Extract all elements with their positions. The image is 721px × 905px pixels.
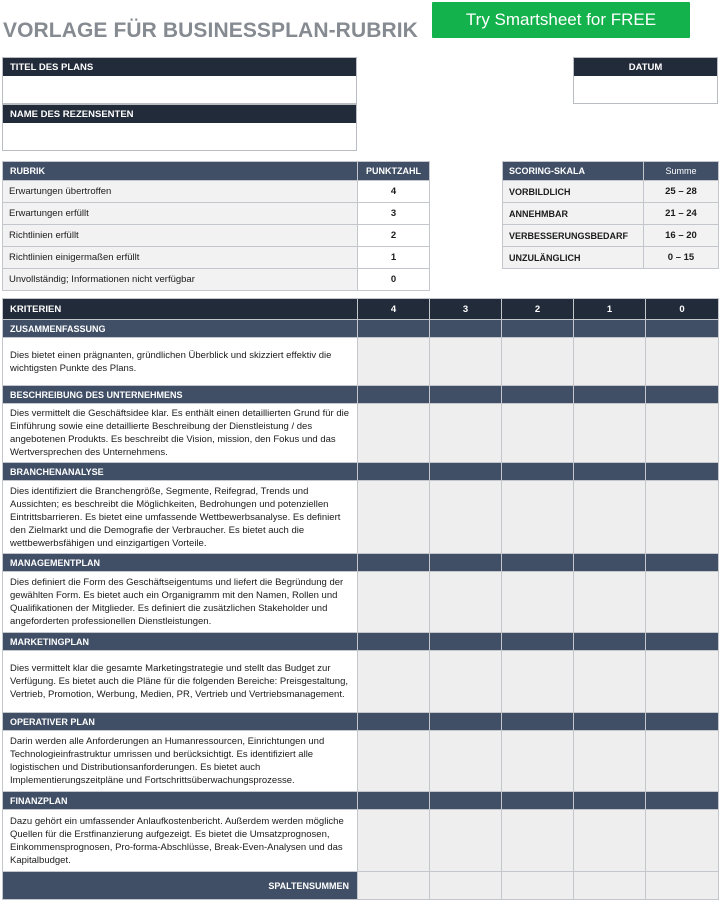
scale-header-label: SCORING-SKALA (503, 162, 644, 181)
plan-title-input[interactable] (3, 76, 356, 103)
date-label: DATUM (574, 58, 717, 76)
plan-title-field (2, 57, 357, 104)
rubric-row (3, 269, 430, 291)
reviewer-input[interactable] (3, 123, 356, 150)
score-cell[interactable] (430, 731, 502, 792)
score-cell[interactable] (430, 810, 502, 872)
score-cell[interactable] (502, 481, 574, 554)
column-total-cell[interactable] (574, 872, 646, 900)
rubric-row-points: 2 (358, 225, 430, 247)
score-cell[interactable] (646, 572, 719, 633)
column-total-cell[interactable] (430, 872, 502, 900)
scale-row (503, 247, 719, 269)
date-field (573, 57, 718, 104)
section-title: FINANZPLAN (3, 792, 358, 810)
scale-row-range: 0 – 15 (644, 247, 719, 269)
section-title: MANAGEMENTPLAN (3, 554, 358, 572)
rubric-row-label: Unvollständig; Informationen nicht verfügbar (3, 269, 358, 291)
scale-row (503, 225, 719, 247)
section-header (3, 320, 719, 338)
column-totals-row (3, 872, 719, 900)
rubric-table (2, 161, 430, 291)
score-cell[interactable] (574, 338, 646, 386)
rubric-row-label: Erwartungen erfüllt (3, 203, 358, 225)
scale-row-label: UNZULÄNGLICH (503, 247, 644, 269)
section-header (3, 792, 719, 810)
score-cell[interactable] (646, 338, 719, 386)
score-cell[interactable] (646, 731, 719, 792)
column-total-cell[interactable] (358, 872, 430, 900)
criteria-table (2, 298, 719, 900)
rubric-row (3, 203, 430, 225)
rubric-row (3, 247, 430, 269)
score-cell[interactable] (430, 572, 502, 633)
section-header (3, 463, 719, 481)
score-cell[interactable] (646, 481, 719, 554)
rubric-row-points: 1 (358, 247, 430, 269)
score-cell[interactable] (502, 572, 574, 633)
score-cell[interactable] (430, 338, 502, 386)
section-header (3, 633, 719, 651)
score-cell[interactable] (358, 572, 430, 633)
section-description: Dies identifiziert die Branchengröße, Segmente, Reifegrad, Trends und Aussichten; es beschreibt die Möglichkeiten, Bedrohungen und potenziellen Eintrittsbarrieren. Es bietet eine umfassende Wettbewerbsanalyse. Es definiert den Zielmarkt und die Demografie der Verbraucher. Es bietet auch die wettbewerbsfähigen und einzigartigen Vorteile. (3, 481, 358, 554)
column-total-cell[interactable] (502, 872, 574, 900)
score-cell[interactable] (574, 481, 646, 554)
scale-row-label: VERBESSERUNGSBEDARF (503, 225, 644, 247)
section-title: OPERATIVER PLAN (3, 713, 358, 731)
score-cell[interactable] (574, 572, 646, 633)
criteria-header-label: KRITERIEN (3, 299, 358, 320)
score-cell[interactable] (502, 404, 574, 463)
section-header (3, 713, 719, 731)
scale-row-range: 21 – 24 (644, 203, 719, 225)
plan-title-label: TITEL DES PLANS (3, 58, 356, 76)
criteria-column-3: 3 (430, 299, 502, 320)
section-row (3, 338, 719, 386)
scale-row (503, 181, 719, 203)
section-title: BRANCHENANALYSE (3, 463, 358, 481)
section-description: Darin werden alle Anforderungen an Humanressourcen, Einrichtungen und Technologieinfrastruktur umrissen und berücksichtigt. Es identifiziert alle logistischen und Distributionsanforderungen. Es bietet auch Implementierungszeitpläne und Fortschrittsüberwachungsprozesse. (3, 731, 358, 792)
score-cell[interactable] (574, 651, 646, 713)
scale-row (503, 203, 719, 225)
reviewer-label: NAME DES REZENSENTEN (3, 105, 356, 123)
criteria-column-2: 2 (502, 299, 574, 320)
scoring-scale-table (502, 161, 719, 269)
date-input[interactable] (574, 76, 717, 103)
section-header (3, 554, 719, 572)
score-cell[interactable] (502, 651, 574, 713)
section-title: MARKETINGPLAN (3, 633, 358, 651)
score-cell[interactable] (646, 404, 719, 463)
try-smartsheet-button[interactable]: Try Smartsheet for FREE (432, 2, 690, 38)
score-cell[interactable] (430, 481, 502, 554)
scale-row-label: ANNEHMBAR (503, 203, 644, 225)
score-cell[interactable] (502, 731, 574, 792)
rubric-row (3, 225, 430, 247)
section-description: Dies definiert die Form des Geschäftseigentums und liefert die Begründung der gewählten Form. Es bietet auch ein Organigramm mit den Namen, Rollen und Qualifikationen der Mitglieder. Es definiert die zusätzlichen Stakeholder und angeforderten professionellen Dienstleistungen. (3, 572, 358, 633)
score-cell[interactable] (430, 404, 502, 463)
column-total-cell[interactable] (646, 872, 719, 900)
score-cell[interactable] (574, 731, 646, 792)
criteria-column-0: 0 (646, 299, 719, 320)
scale-row-range: 16 – 20 (644, 225, 719, 247)
section-row (3, 651, 719, 713)
rubric-header-points: PUNKTZAHL (358, 162, 430, 181)
section-row (3, 731, 719, 792)
score-cell[interactable] (646, 651, 719, 713)
rubric-row-points: 3 (358, 203, 430, 225)
score-cell[interactable] (358, 481, 430, 554)
criteria-column-1: 1 (574, 299, 646, 320)
rubric-row-label: Richtlinien einigermaßen erfüllt (3, 247, 358, 269)
scale-row-range: 25 – 28 (644, 181, 719, 203)
score-cell[interactable] (646, 810, 719, 872)
score-cell[interactable] (358, 810, 430, 872)
section-description: Dies bietet einen prägnanten, gründlichen Überblick und skizziert effektiv die wichtigsten Punkte des Plans. (3, 338, 358, 386)
score-cell[interactable] (358, 404, 430, 463)
score-cell[interactable] (574, 810, 646, 872)
section-title: BESCHREIBUNG DES UNTERNEHMENS (3, 386, 358, 404)
scale-header-sum: Summe (644, 162, 719, 181)
rubric-row-points: 4 (358, 181, 430, 203)
column-totals-label: SPALTENSUMMEN (3, 872, 358, 900)
rubric-row (3, 181, 430, 203)
page-title: VORLAGE FÜR BUSINESSPLAN-RUBRIK (3, 19, 418, 42)
reviewer-field (2, 104, 357, 151)
criteria-column-4: 4 (358, 299, 430, 320)
section-title: ZUSAMMENFASSUNG (3, 320, 358, 338)
section-description: Dies vermittelt die Geschäftsidee klar. Es enthält einen detaillierten Grund für die Einführung sowie eine detaillierte Beschreibung der Dienstleistung / des angebotenen Produkts. Es beschreibt die Vision, mission, den Fokus und das Wertversprechen des Unternehmens. (3, 404, 358, 463)
section-row (3, 810, 719, 872)
rubric-header-label: RUBRIK (3, 162, 358, 181)
score-cell[interactable] (358, 338, 430, 386)
score-cell[interactable] (430, 651, 502, 713)
score-cell[interactable] (502, 810, 574, 872)
rubric-row-label: Erwartungen übertroffen (3, 181, 358, 203)
scale-row-label: VORBILDLICH (503, 181, 644, 203)
section-row (3, 404, 719, 463)
section-description: Dies vermittelt klar die gesamte Marketingstrategie und stellt das Budget zur Verfügung. Es bietet auch die Pläne für die folgenden Bereiche: Preisgestaltung, Vertrieb, Promotion, Werbung, Medien, PR, Vertrieb und Vertriebsmanagement. (3, 651, 358, 713)
section-row (3, 481, 719, 554)
score-cell[interactable] (502, 338, 574, 386)
score-cell[interactable] (358, 651, 430, 713)
rubric-row-label: Richtlinien erfüllt (3, 225, 358, 247)
section-header (3, 386, 719, 404)
score-cell[interactable] (574, 404, 646, 463)
score-cell[interactable] (358, 731, 430, 792)
rubric-row-points: 0 (358, 269, 430, 291)
section-description: Dazu gehört ein umfassender Anlaufkostenbericht. Außerdem werden mögliche Quellen für die Erstfinanzierung aufgezeigt. Es bietet die Umsatzprognosen, Einkommensprognosen, Pro-forma-Abschlüsse, Break-Even-Analysen und das Kapitalbudget. (3, 810, 358, 872)
section-row (3, 572, 719, 633)
